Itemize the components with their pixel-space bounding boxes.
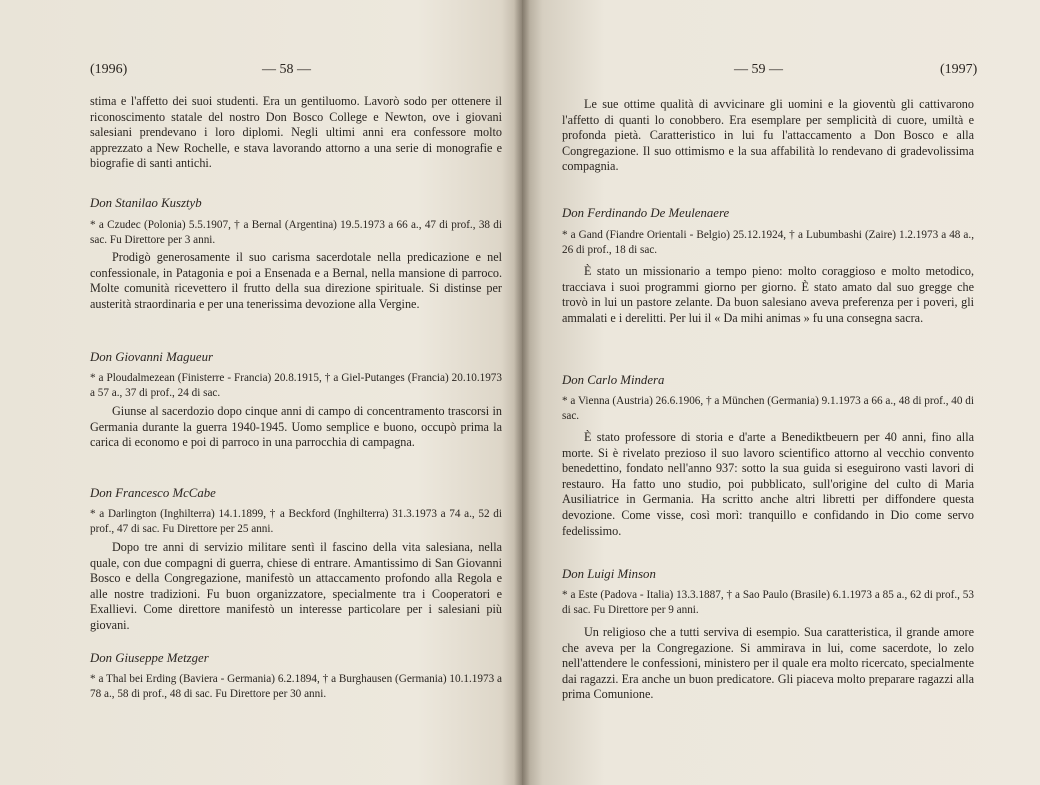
entry-data: * a Thal bei Erding (Baviera - Germania) 6.2.1894, † a Burghausen (Germania) 10.1.1973 a 78 a., 58 di prof., 48 di sac. Fu Direttore per 30 anni. xyxy=(90,673,502,700)
right-intro: Le sue ottime qualità di avvicinare gli uomini e la gioventù gli cattivarono l'affetto di quanti lo conobbero. Era esemplare per semplicità di cuore, umiltà e profonda pietà. Caratteristico in lui fu l'attaccamento a Don Bosco e alla Congregazione. Il suo ottimismo e la sua affabilità lo rendevano di gradevolissima compagnia. xyxy=(562,97,974,174)
right-page-number: — 59 — xyxy=(734,62,783,77)
entry-data: * a Darlington (Inghilterra) 14.1.1899, † a Beckford (Inghilterra) 31.3.1973 a 74 a., 52 di prof., 47 di sac. Fu Direttore per 25 anni. xyxy=(90,508,502,535)
entry-text: Prodigò generosamente il suo carisma sacerdotale nella predicazione e nel confessionale, in Patagonia e poi a Ensenada e a Bernal, nella mansione di parroco. Molte comunità ricevettero il frutto della sua direzione spirituale. Si distinse per austerità straordinaria e per una tenerissima devozione alla Vergine. xyxy=(90,250,502,311)
entry-name: Don Giovanni Magueur xyxy=(90,350,213,364)
entry-text: È stato professore di storia e d'arte a Benediktbeuern per 40 anni, fino alla morte. Si è rivelato prezioso il suo lavoro scientifico attorno al vecchio convento benedettino, fondato nell'anno 937: sotto la sua guida si eseguirono vasti lavori di restauro. Ha fatto uno studio, poi pubblicato, sull'origine del culto di Maria Ausiliatrice in Germania. Ha scritto anche altri libretti per diffondere questa devozione. Come visse, così morì: tranquillo e confidando in Dio come servo fedelissimo. xyxy=(562,430,974,538)
entry-name: Don Giuseppe Metzger xyxy=(90,651,209,665)
right-page xyxy=(522,0,1040,785)
entry-name: Don Francesco McCabe xyxy=(90,486,216,500)
left-intro: stima e l'affetto dei suoi studenti. Era un gentiluomo. Lavorò sodo per ottenere il riconoscimento statale del nostro Don Bosco College e Newton, ove i giovani salesiani prendevano i loro diplomi. Negli ultimi anni era confessore molto apprezzato a New Rochelle, e stava lavorando attorno a una serie di monografie e biografie di santi antichi. xyxy=(90,94,502,171)
entry-text: Un religioso che a tutti serviva di esempio. Sua caratteristica, il grande amore che aveva per la Congregazione. Si ammirava in lui, come sacerdote, lo zelo nell'attendere le confessioni, ministero per il quale era molto ricercato, specialmente dai ragazzi. Era anche un buon predicatore. Gli piaceva molto preparare ragazzi alla prima Comunione. xyxy=(562,625,974,702)
entry-name: Don Stanilao Kusztyb xyxy=(90,196,202,210)
left-page-number: — 58 — xyxy=(262,62,311,77)
entry-text: Giunse al sacerdozio dopo cinque anni di campo di concentramento trascorsi in Germania durante la guerra 1940-1945. Uomo semplice e buono, occupò prima la carica di economo e poi di parroco in una parrocchia di campagna. xyxy=(90,404,502,450)
entry-name: Don Ferdinando De Meulenaere xyxy=(562,206,730,220)
entry-data: * a Este (Padova - Italia) 13.3.1887, † a Sao Paulo (Brasile) 6.1.1973 a 85 a., 62 di prof., 53 di sac. Fu Direttore per 9 anni. xyxy=(562,589,974,616)
entry-data: * a Ploudalmezean (Finisterre - Francia) 20.8.1915, † a Giel-Putanges (Francia) 20.10.1973 a 57 a., 37 di prof., 24 di sac. xyxy=(90,372,502,399)
left-year: (1996) xyxy=(90,62,128,77)
book-gutter xyxy=(514,0,530,785)
entry-data: * a Czudec (Polonia) 5.5.1907, † a Bernal (Argentina) 19.5.1973 a 66 a., 47 di prof., 38 di sac. Fu Direttore per 3 anni. xyxy=(90,219,502,246)
entry-text: Dopo tre anni di servizio militare sentì il fascino della vita salesiana, nella quale, con due compagni di guerra, chiese di entrare. Amantissimo di San Giovanni Bosco e della Congregazione, manifestò un attaccamento profondo alla Regola e alle nostre tradizioni. Fu buon organizzatore, specialmente tra i Cooperatori e Exallievi. Come direttore manifestò un interesse particolare per i salesiani più giovani. xyxy=(90,540,502,632)
entry-name: Don Luigi Minson xyxy=(562,567,656,581)
right-year: (1997) xyxy=(940,62,978,77)
entry-text: È stato un missionario a tempo pieno: molto coraggioso e molto metodico, tracciava i suoi programmi giorno per giorno. È stato amato dal suo gregge che trovò in lui un pastore zelante. Da buon salesiano aveva preferenza per i poveri, gli ammalati e i derelitti. Per lui il « Da mihi animas » fu una consegna sacra. xyxy=(562,264,974,325)
entry-name: Don Carlo Mindera xyxy=(562,373,665,387)
entry-data: * a Vienna (Austria) 26.6.1906, † a München (Germania) 9.1.1973 a 66 a., 48 di prof., 40 di sac. xyxy=(562,395,974,422)
entry-data: * a Gand (Fiandre Orientali - Belgio) 25.12.1924, † a Lubumbashi (Zaire) 1.2.1973 a 48 a., 26 di prof., 18 di sac. xyxy=(562,229,974,256)
